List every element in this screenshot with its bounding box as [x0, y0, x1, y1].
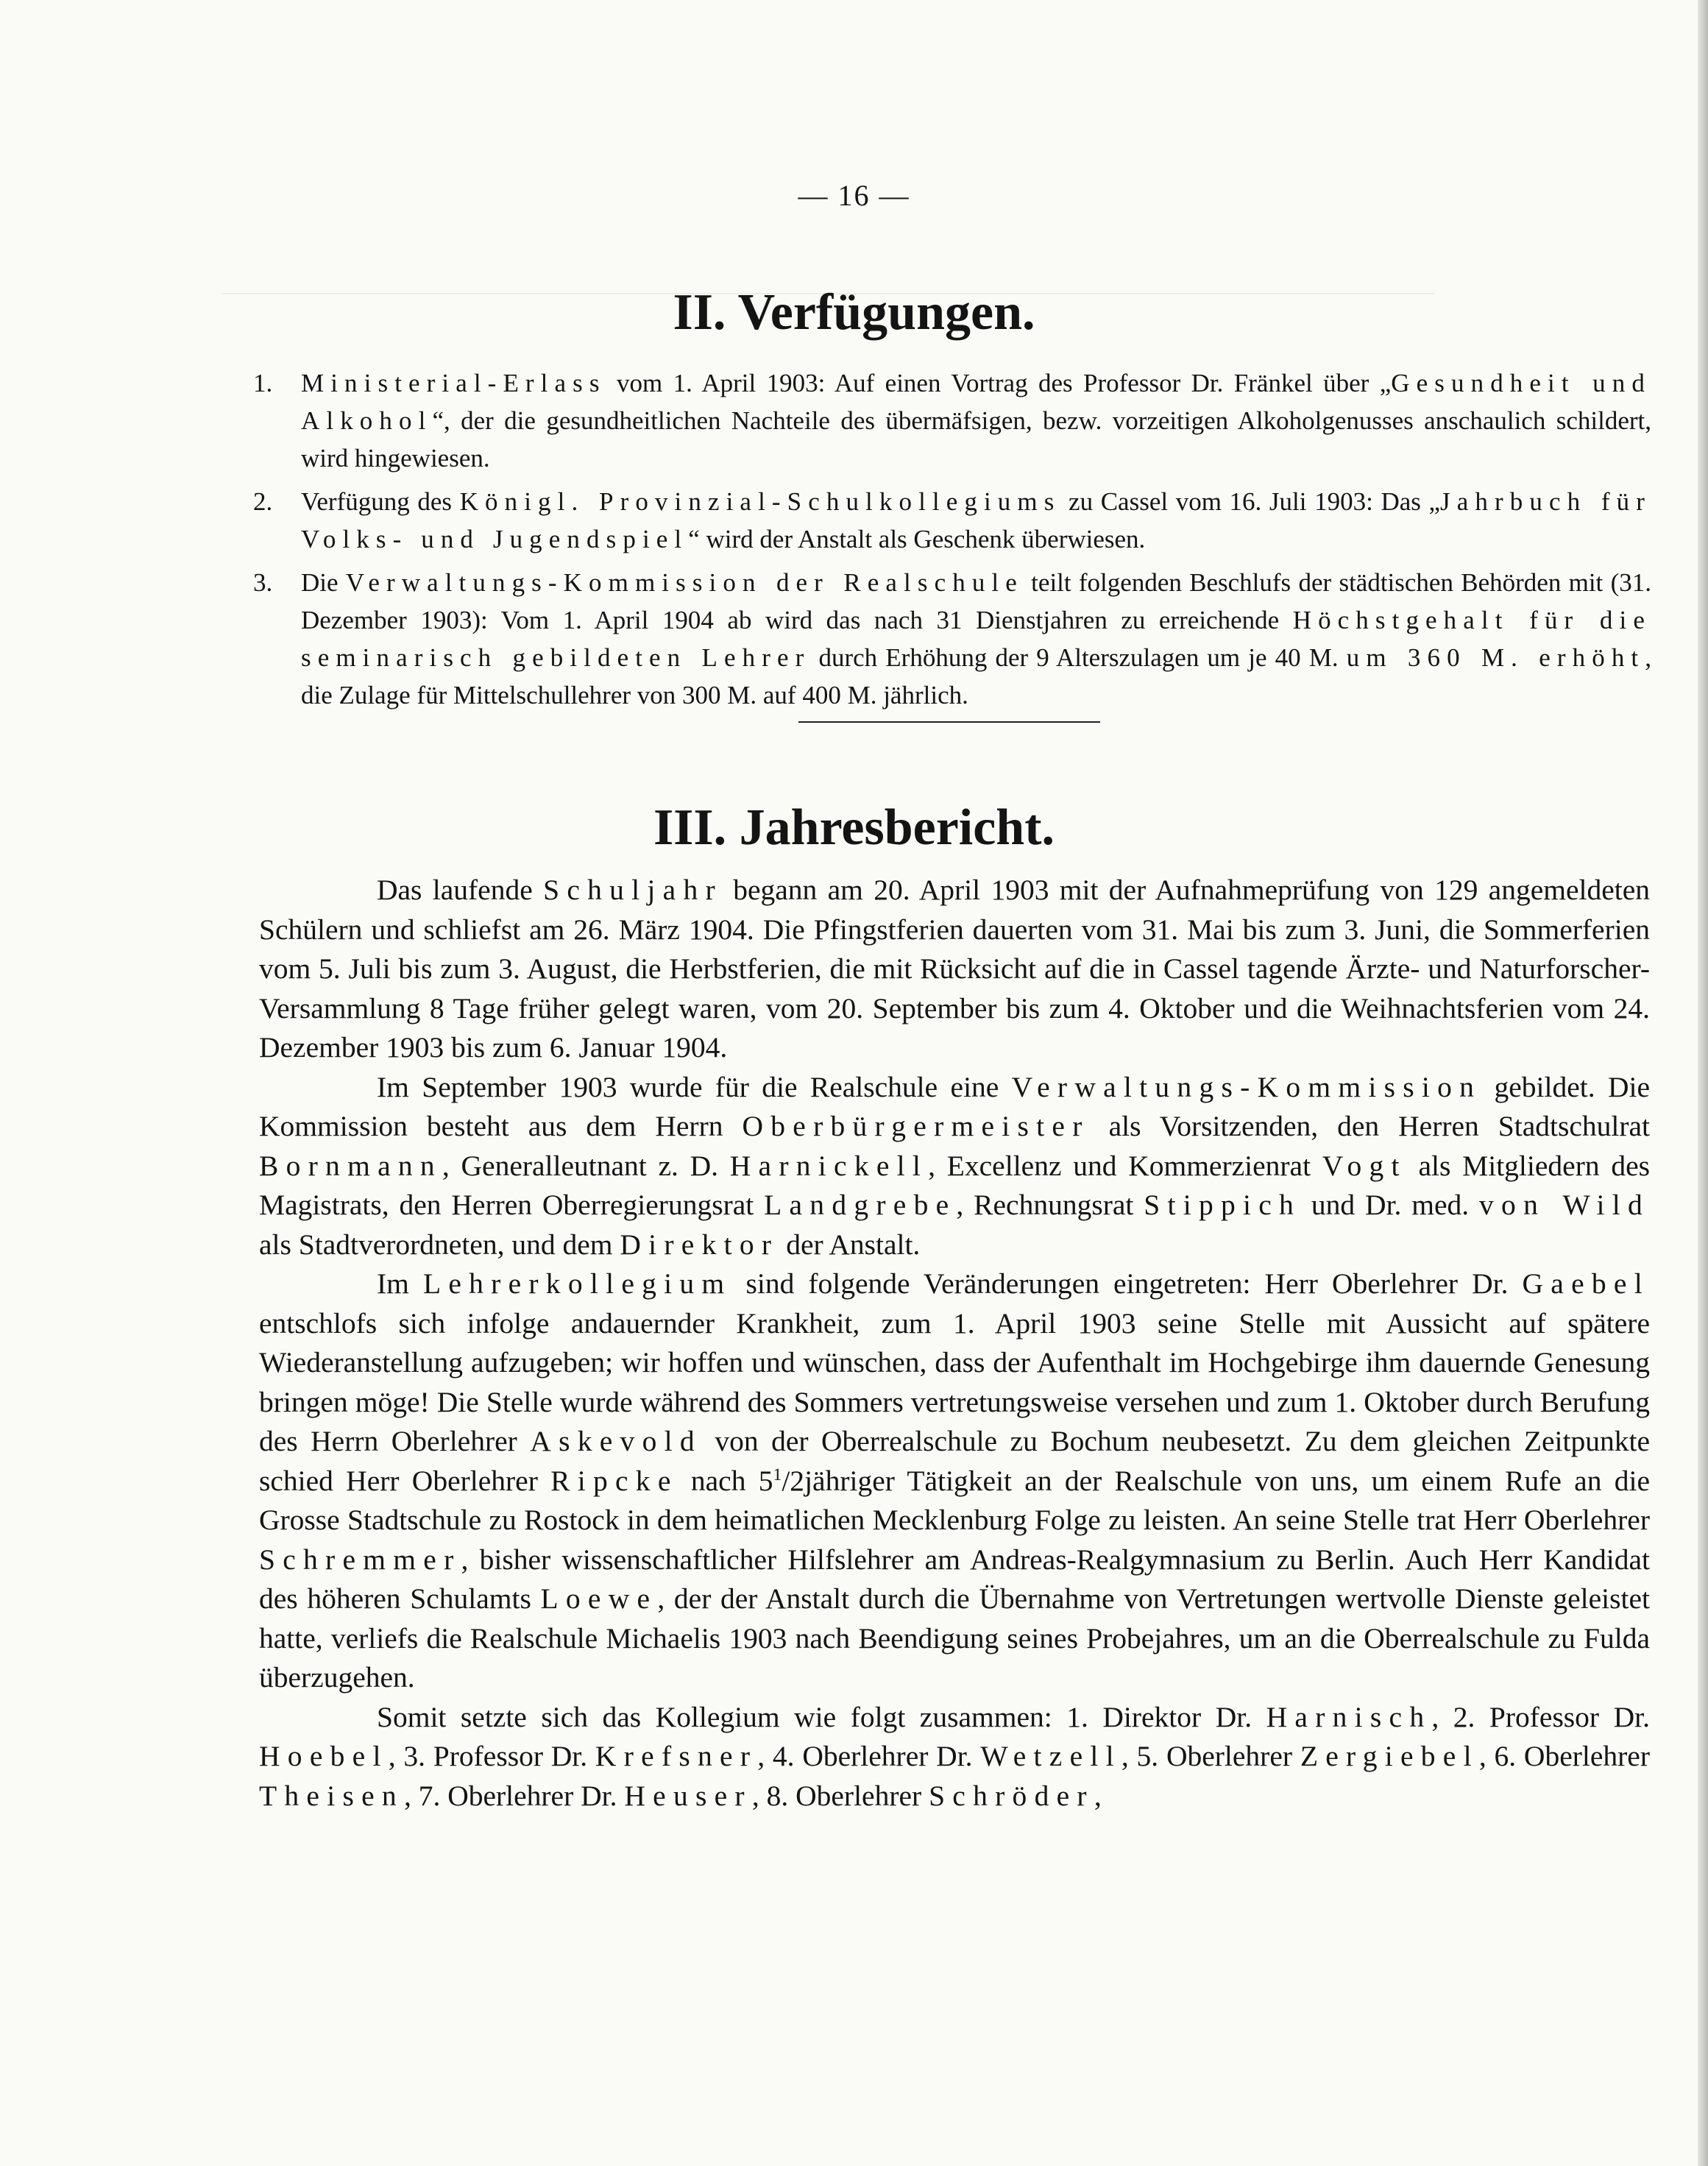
text-run: Im [377, 1267, 423, 1300]
section-separator [798, 721, 1100, 723]
fraction-whole: 5 [758, 1464, 773, 1497]
spaced-term: Wetzell [980, 1740, 1121, 1772]
spaced-term: Oberbürgermeister [742, 1110, 1090, 1142]
section-heading-jahresbericht: III. Jahresbericht. [653, 799, 1055, 856]
item-text: “ wird der Anstalt als Geschenk überwiesen. [688, 525, 1146, 553]
text-run: Im September 1903 wurde für die Realschule eine [377, 1070, 1012, 1103]
spaced-term: Direktor [620, 1228, 779, 1261]
spaced-term: Schremmer [259, 1543, 461, 1576]
item-number: 3. [253, 568, 273, 597]
text-run: begann am 20. April 1903 mit der Aufnahmeprüfung von 129 angemeldeten Schülern und schliefst am 26. März 1904. Die Pfingstferien dauerten vom 31. Mai bis zum 3. Juni, die Sommerferien vom 5. Juli bis zum 3. August, die Herbstferien, die mit Rücksicht auf die in Cassel tagende Ärzte- und Naturforscher-Versammlung 8 Tage früher gelegt waren, vom 20. September bis zum 4. Oktober und die Weihnachtsferien vom 24. Dezember 1903 bis zum 6. Januar 1904. [259, 874, 1651, 1063]
spaced-term: Krefsner [595, 1740, 758, 1772]
spaced-term: Theisen [259, 1779, 404, 1812]
spaced-term: Lehrerkollegium [422, 1267, 732, 1300]
item-text: Die [301, 568, 346, 597]
text-run: Somit setzte sich das Kollegium wie folgt zusammen: 1. Direktor Dr. [377, 1700, 1266, 1733]
text-run: , Excellenz und Kommerzienrat [928, 1149, 1322, 1182]
decree-list [253, 364, 1651, 720]
item-number: 2. [253, 487, 273, 516]
text-run: entschlofs sich infolge andauernder Krankheit, zum 1. April 1903 seine Stelle mit Aussicht auf spätere Wiederanstellung aufzugeben; wir hoffen und wünschen, dass der Aufenthalt im Hochgebirge ihm dauernde Genesung bringen möge! Die Stelle wurde während des Sommers vertretungsweise versehen und zum 1. Oktober durch Berufung des Herrn Oberlehrer [259, 1306, 1650, 1457]
decree-item [253, 483, 1651, 558]
text-run: , 4. Oberlehrer Dr. [757, 1740, 981, 1772]
item-text: , die Zulage für Mittelschullehrer von 300 M. auf 400 M. jährlich. [301, 643, 1652, 709]
fraction-numerator: 1 [773, 1465, 782, 1484]
spaced-term: Bornmann [259, 1149, 442, 1182]
item-text: “, der die gesundheitlichen Nachteile des übermäfsigen, bezw. vorzeitigen Alkoholgenusses anschaulich schildert, wird hingewiesen. [301, 406, 1651, 473]
text-run: Das laufende [377, 874, 544, 906]
text-run: , Generalleutnant z. D. [442, 1149, 730, 1182]
text-run: , [1094, 1779, 1102, 1812]
text-run: , 6. Oberlehrer [1478, 1740, 1650, 1772]
spaced-term: Jahrbuch für Volks- und Jugendspiel [301, 487, 1652, 553]
text-run: als Mitgliedern des Magistrats, den Herren Oberregierungsrat [259, 1149, 1650, 1221]
spaced-term: Harnisch [1266, 1700, 1432, 1733]
fraction-denominator: /2 [782, 1464, 805, 1497]
spaced-term: Vogt [1322, 1149, 1407, 1182]
item-text: Verfügung des [301, 487, 460, 516]
paragraph-school-year [259, 871, 1650, 1068]
spaced-term: von Wild [1479, 1189, 1650, 1221]
spaced-term: Schuljahr [543, 874, 723, 906]
spaced-term: Höchstgehalt für die seminarisch gebildeten Lehrer [301, 606, 1651, 672]
paragraph-collegium [259, 1698, 1650, 1816]
spaced-term: Harnickell [729, 1149, 929, 1182]
page-number: — 16 — [798, 179, 910, 212]
text-run: gebildet. Die Kommission besteht aus dem Herrn [259, 1070, 1650, 1142]
text-run: als Vorsitzenden, den Herren Stadtschulrat [1089, 1110, 1650, 1142]
item-text: zu Cassel vom 16. Juli 1903: Das „ [1060, 487, 1441, 516]
text-run: , 3. Professor Dr. [388, 1740, 595, 1772]
spaced-term: Schröder [929, 1779, 1094, 1812]
spaced-term: Hoebel [259, 1740, 389, 1772]
spaced-term: um 360 M. erhöht [1346, 643, 1645, 672]
spaced-term: Landgrebe [764, 1189, 957, 1221]
annual-report-body [259, 871, 1650, 1816]
spaced-term: Heuser [624, 1779, 752, 1812]
spaced-term: Gesundheit und Alkohol [301, 369, 1651, 435]
text-run: , 5. Oberlehrer [1121, 1740, 1300, 1772]
text-run: , 8. Oberlehrer [751, 1779, 929, 1812]
text-run: , 2. Professor Dr. [1431, 1700, 1650, 1733]
item-text: teilt folgenden Beschlufs der städtischen Behörden mit (31. Dezember 1903): Vom 1. April 1904 ab wird das nach 31 Dienstjahren zu erreichende [301, 568, 1651, 634]
spaced-term: Verwaltungs-Kommission der Realschule [345, 568, 1024, 597]
text-run: sind folgende Veränderungen eingetreten: Herr Oberlehrer Dr. [731, 1267, 1523, 1300]
text-run: nach [678, 1464, 759, 1497]
text-run: , der der Anstalt durch die Übernahme von Vertretungen wertvolle Dienste geleistet hatte, verliefs die Realschule Michaelis 1903 nach Beendigung seines Probejahres, um an die Oberrealschule zu Fulda überzugehen. [259, 1582, 1650, 1693]
spaced-term: Loewe [540, 1582, 658, 1615]
item-number: 1. [253, 369, 273, 397]
spaced-term: Verwaltungs-Kommission [1011, 1070, 1482, 1103]
spaced-term: Ripcke [550, 1464, 678, 1497]
decree-item [253, 364, 1651, 477]
text-run: , Rechnungsrat [956, 1189, 1144, 1221]
item-text: vom 1. April 1903: Auf einen Vortrag des Professor Dr. Fränkel über „ [606, 369, 1392, 397]
text-run: jähriger Tätigkeit an der Realschule von uns, um einem Rufe an die Grosse Stadtschule zu Rostock in dem heimatlichen Mecklenburg Folge zu leisten. An seine Stelle trat Herr Oberlehrer [259, 1464, 1650, 1536]
item-text: durch Erhöhung der 9 Alterszulagen um je 40 M. [810, 643, 1347, 672]
decree-item [253, 564, 1651, 714]
spaced-term: Ministerial-Erlass [301, 369, 606, 397]
section-heading-verfuegungen: II. Verfügungen. [673, 284, 1035, 341]
spaced-term: Gaebel [1522, 1267, 1650, 1300]
paragraph-staff-changes [259, 1264, 1650, 1698]
text-run: , 7. Oberlehrer Dr. [403, 1779, 625, 1812]
text-run: von der Oberrealschule zu Bochum neubesetzt. Zu dem gleichen Zeitpunkte schied Herr Oberlehrer [259, 1425, 1650, 1497]
text-run: und Dr. med. [1301, 1189, 1480, 1221]
spaced-term: Askevold [530, 1425, 702, 1457]
paragraph-commission [259, 1068, 1650, 1265]
text-run: als Stadtverordneten, und dem [259, 1228, 620, 1261]
spaced-term: Zergiebel [1300, 1740, 1479, 1772]
spaced-term: Stippich [1144, 1189, 1302, 1221]
text-run: , bisher wissenschaftlicher Hilfslehrer am Andreas-Realgymnasium zu Berlin. Auch Herr Kandidat des höheren Schulamts [259, 1543, 1650, 1615]
text-run: der Anstalt. [779, 1228, 921, 1261]
spaced-term: Königl. Provinzial-Schulkollegiums [459, 487, 1061, 516]
